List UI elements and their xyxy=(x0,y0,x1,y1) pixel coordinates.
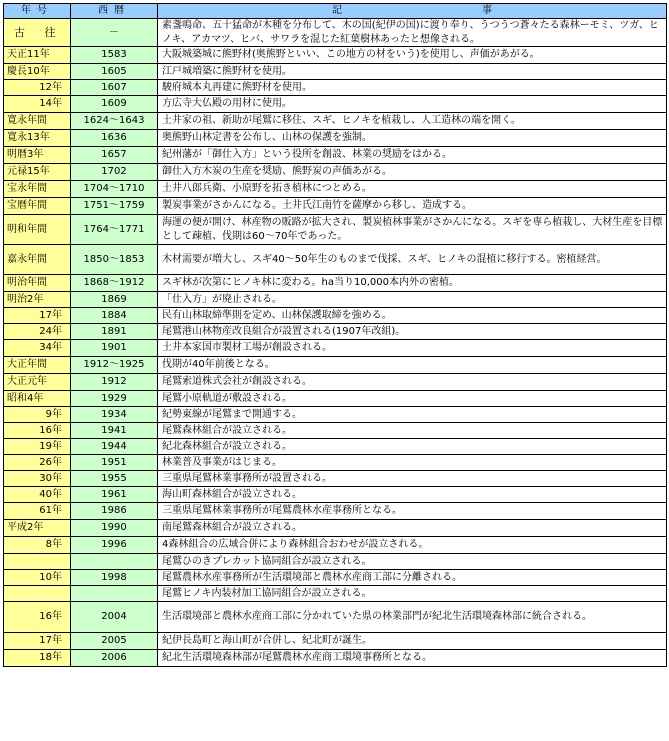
era-cell: 明治年間 xyxy=(4,275,71,292)
year-cell xyxy=(71,586,158,602)
table-row xyxy=(4,586,667,602)
era-cell: 大正年間 xyxy=(4,357,71,374)
note-cell: 大阪城築城に熊野材(奥熊野といい、この地方の材をいう)を使用し、声価があがる。 xyxy=(158,47,667,64)
era-cell: 天正11年 xyxy=(4,47,71,64)
table-row xyxy=(4,113,667,130)
table-row xyxy=(4,423,667,439)
table-row xyxy=(4,181,667,198)
note-cell: 奥熊野山林定書を公布し、山林の保護を強制。 xyxy=(158,130,667,147)
forestry-history-table xyxy=(3,3,667,667)
note-cell: 尾鷲小原軌道が敷設される。 xyxy=(158,391,667,407)
note-cell: 製炭事業がさかんになる。土井氏江南竹を薩摩から移し、造成する。 xyxy=(158,198,667,215)
table-row xyxy=(4,215,667,245)
note-cell: 尾鷲森林組合が設立される。 xyxy=(158,423,667,439)
table-row xyxy=(4,47,667,64)
note-cell: 駿府城本丸再建に熊野材を使用。 xyxy=(158,80,667,96)
era-cell: 12年 xyxy=(4,80,71,96)
year-cell: 1944 xyxy=(71,439,158,455)
year-cell: 2005 xyxy=(71,633,158,650)
era-cell: 30年 xyxy=(4,471,71,487)
note-cell: 紀州藩が「御仕入方」という役所を創設、林業の奨励をはかる。 xyxy=(158,147,667,164)
table-row xyxy=(4,198,667,215)
note-cell: 御仕入方木炭の生産を奨励、熊野炭の声価あがる。 xyxy=(158,164,667,181)
era-cell: 40年 xyxy=(4,487,71,503)
note-cell: 紀北森林組合が設立される。 xyxy=(158,439,667,455)
note-cell: 尾鷲索道株式会社が創設される。 xyxy=(158,374,667,391)
note-cell: 「仕入方」が廃止される。 xyxy=(158,292,667,308)
era-cell xyxy=(4,586,71,602)
year-cell: 1751～1759 xyxy=(71,198,158,215)
era-cell: 10年 xyxy=(4,570,71,586)
note-cell: 民有山林取締準則を定め、山林保護取締を強める。 xyxy=(158,308,667,324)
note-cell: 方広寺大仏殿の用材に使用。 xyxy=(158,96,667,113)
table-row xyxy=(4,357,667,374)
note-cell: 素盞鳴命、五十猛命が木種を分布して、木の国(紀伊の国)に渡り奉り、うつうつ蒼々たる森林ーモミ、ツガ、ヒノキ、アカマツ、ヒバ、サワラを混じた紅葉樹林あったと想像される。 xyxy=(158,19,667,47)
era-cell: 26年 xyxy=(4,455,71,471)
year-cell: 1891 xyxy=(71,324,158,340)
table-row xyxy=(4,324,667,340)
table-row xyxy=(4,455,667,471)
table-row xyxy=(4,570,667,586)
table-row xyxy=(4,130,667,147)
year-cell: 2006 xyxy=(71,650,158,667)
note-cell: 尾鷲港山林物産改良組合が設置される(1907年改組)。 xyxy=(158,324,667,340)
era-cell: 16年 xyxy=(4,602,71,633)
era-cell: 17年 xyxy=(4,633,71,650)
era-cell: 寛永13年 xyxy=(4,130,71,147)
year-cell: 1605 xyxy=(71,64,158,80)
era-cell xyxy=(4,554,71,570)
header-era: 年号 xyxy=(4,4,71,19)
era-cell: 慶長10年 xyxy=(4,64,71,80)
era-cell: 嘉永年間 xyxy=(4,245,71,275)
table-row xyxy=(4,439,667,455)
year-cell: 1636 xyxy=(71,130,158,147)
year-cell: 2004 xyxy=(71,602,158,633)
table-row xyxy=(4,391,667,407)
table-row xyxy=(4,308,667,324)
era-cell: 明暦3年 xyxy=(4,147,71,164)
note-cell: 4森林組合の広域合併により森林組合おわせが設立される。 xyxy=(158,537,667,554)
table-row xyxy=(4,633,667,650)
note-cell: 三重県尾鷲林業事務所が尾鷲農林水産事務所となる。 xyxy=(158,503,667,520)
year-cell: 1850～1853 xyxy=(71,245,158,275)
note-cell: 伐期が40年前後となる。 xyxy=(158,357,667,374)
note-cell: 江戸城増築に熊野材を使用。 xyxy=(158,64,667,80)
note-cell: 三重県尾鷲林業事務所が設置される。 xyxy=(158,471,667,487)
year-cell: 1868～1912 xyxy=(71,275,158,292)
era-cell: 14年 xyxy=(4,96,71,113)
year-cell: － xyxy=(71,19,158,47)
year-cell: 1901 xyxy=(71,340,158,357)
header-note xyxy=(158,4,667,19)
year-cell: 1657 xyxy=(71,147,158,164)
year-cell: 1912 xyxy=(71,374,158,391)
history-table-container xyxy=(3,3,666,667)
table-row xyxy=(4,19,667,47)
year-cell: 1609 xyxy=(71,96,158,113)
year-cell: 1998 xyxy=(71,570,158,586)
table-row xyxy=(4,80,667,96)
year-cell xyxy=(71,554,158,570)
year-cell: 1929 xyxy=(71,391,158,407)
note-cell: 紀北生活環境森林部が尾鷲農林水産商工環境事務所となる。 xyxy=(158,650,667,667)
year-cell: 1764～1771 xyxy=(71,215,158,245)
note-cell: 尾鷲ヒノキ内装材加工協同組合が設立される。 xyxy=(158,586,667,602)
note-cell: 土井本家国市製材工場が創設される。 xyxy=(158,340,667,357)
era-cell: 平成2年 xyxy=(4,520,71,537)
table-row xyxy=(4,471,667,487)
header-note-left: 記 xyxy=(332,5,342,17)
year-cell: 1951 xyxy=(71,455,158,471)
era-cell: 昭和4年 xyxy=(4,391,71,407)
era-cell: 8年 xyxy=(4,537,71,554)
table-row xyxy=(4,245,667,275)
note-cell: 南尾鷲森林組合が設立される。 xyxy=(158,520,667,537)
era-cell: 9年 xyxy=(4,407,71,423)
era-cell: 24年 xyxy=(4,324,71,340)
note-cell: 土井八郎兵衛、小原野を拓き植林につとめる。 xyxy=(158,181,667,198)
table-row xyxy=(4,503,667,520)
year-cell: 1869 xyxy=(71,292,158,308)
year-cell: 1704～1710 xyxy=(71,181,158,198)
table-row xyxy=(4,554,667,570)
note-cell: 海山町森林組合が設立される。 xyxy=(158,487,667,503)
year-cell: 1624～1643 xyxy=(71,113,158,130)
year-cell: 1884 xyxy=(71,308,158,324)
year-cell: 1996 xyxy=(71,537,158,554)
table-row xyxy=(4,520,667,537)
year-cell: 1702 xyxy=(71,164,158,181)
table-row xyxy=(4,650,667,667)
table-row xyxy=(4,164,667,181)
note-cell: 尾鷲ひのきプレカット協同組合が設立される。 xyxy=(158,554,667,570)
note-cell: 紀勢東線が尾鷲まで開通する。 xyxy=(158,407,667,423)
era-cell: 19年 xyxy=(4,439,71,455)
note-cell: 林業普及事業がはじまる。 xyxy=(158,455,667,471)
year-cell: 1941 xyxy=(71,423,158,439)
era-cell: 宝暦年間 xyxy=(4,198,71,215)
table-row xyxy=(4,147,667,164)
table-row xyxy=(4,64,667,80)
era-cell: 17年 xyxy=(4,308,71,324)
year-cell: 1583 xyxy=(71,47,158,64)
era-cell: 古 往 xyxy=(4,19,71,47)
year-cell: 1986 xyxy=(71,503,158,520)
era-cell: 明治2年 xyxy=(4,292,71,308)
era-cell: 18年 xyxy=(4,650,71,667)
table-row xyxy=(4,275,667,292)
note-cell: 木材需要が増大し、スギ40～50年生のものまで伐採、スギ、ヒノキの混植に移行する。密植経営。 xyxy=(158,245,667,275)
era-cell: 明和年間 xyxy=(4,215,71,245)
year-cell: 1934 xyxy=(71,407,158,423)
table-row xyxy=(4,340,667,357)
note-cell: 生活環境部と農林水産商工部に分かれていた県の林業部門が紀北生活環境森林部に統合される。 xyxy=(158,602,667,633)
year-cell: 1990 xyxy=(71,520,158,537)
table-row xyxy=(4,374,667,391)
header-note-right: 事 xyxy=(482,5,492,17)
era-cell: 宝永年間 xyxy=(4,181,71,198)
year-cell: 1961 xyxy=(71,487,158,503)
table-row xyxy=(4,292,667,308)
era-cell: 大正元年 xyxy=(4,374,71,391)
year-cell: 1607 xyxy=(71,80,158,96)
table-row xyxy=(4,602,667,633)
table-row xyxy=(4,96,667,113)
table-row xyxy=(4,487,667,503)
era-cell: 元禄15年 xyxy=(4,164,71,181)
note-cell: 土井家の祖、新助が尾鷲に移住、スギ、ヒノキを植栽し、人工造林の端を開く。 xyxy=(158,113,667,130)
note-cell: 海運の便が開け、林産物の販路が拡大され、製炭植林事業がさかんになる。スギを専ら植栽し、大材生産を目標として疎植、伐期は60～70年であった。 xyxy=(158,215,667,245)
table-header-row xyxy=(4,4,667,19)
note-cell: 尾鷲農林水産事務所が生活環境部と農林水産商工部に分離される。 xyxy=(158,570,667,586)
era-cell: 寛永年間 xyxy=(4,113,71,130)
year-cell: 1955 xyxy=(71,471,158,487)
table-row xyxy=(4,407,667,423)
era-cell: 34年 xyxy=(4,340,71,357)
era-cell: 61年 xyxy=(4,503,71,520)
year-cell: 1912～1925 xyxy=(71,357,158,374)
header-western-year: 西暦 xyxy=(71,4,158,19)
note-cell: 紀伊長島町と海山町が合併し、紀北町が誕生。 xyxy=(158,633,667,650)
note-cell: スギ林が次第にヒノキ林に変わる。ha当り10,000本内外の密植。 xyxy=(158,275,667,292)
table-row xyxy=(4,537,667,554)
era-cell: 16年 xyxy=(4,423,71,439)
